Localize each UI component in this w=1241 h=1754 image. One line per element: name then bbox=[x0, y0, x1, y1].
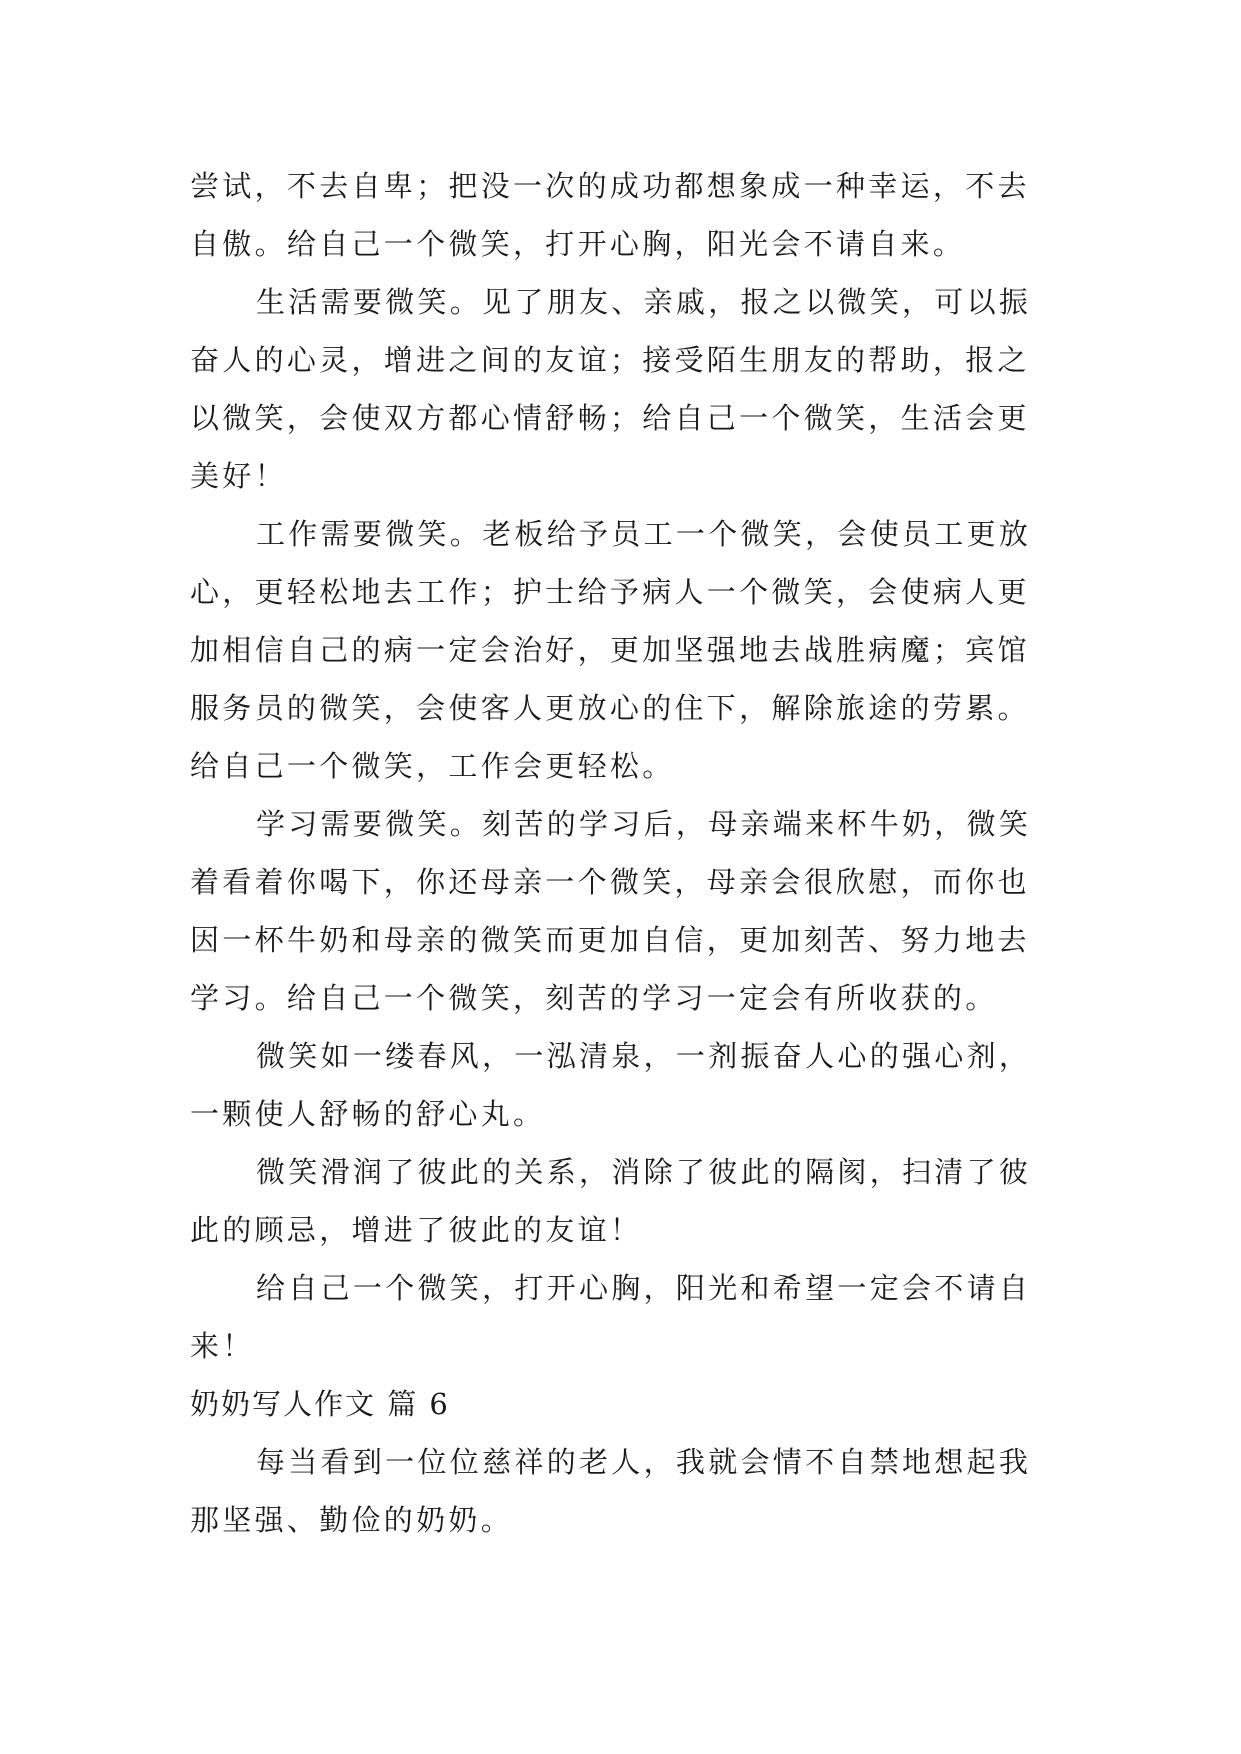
text-line: 服务员的微笑，会使客人更放心的住下，解除旅途的劳累。 bbox=[190, 691, 1030, 725]
paragraph-start-line: 微笑滑润了彼此的关系，消除了彼此的隔阂，扫清了彼 bbox=[256, 1155, 1032, 1189]
paragraph-start-line: 每当看到一位位慈祥的老人，我就会情不自禁地想起我 bbox=[256, 1445, 1032, 1479]
text-line: 因一杯牛奶和母亲的微笑而更加自信，更加刻苦、努力地去 bbox=[190, 923, 1030, 957]
text-line: 那坚强、勤俭的奶奶。 bbox=[190, 1503, 514, 1537]
text-line: 尝试，不去自卑；把没一次的成功都想象成一种幸运，不去 bbox=[190, 169, 1030, 203]
text-line: 奋人的心灵，增进之间的友谊；接受陌生朋友的帮助，报之 bbox=[190, 343, 1030, 377]
document-body bbox=[190, 157, 1065, 1549]
text-line: 学习。给自己一个微笑，刻苦的学习一定会有所收获的。 bbox=[190, 981, 998, 1015]
text-line: 加相信自己的病一定会治好，更加坚强地去战胜病魔；宾馆 bbox=[190, 633, 1030, 667]
paragraph-start-line: 生活需要微笑。见了朋友、亲戚，报之以微笑，可以振 bbox=[256, 285, 1032, 319]
text-line: 心，更轻松地去工作；护士给予病人一个微笑，会使病人更 bbox=[190, 575, 1030, 609]
paragraph-start-line: 工作需要微笑。老板给予员工一个微笑，会使员工更放 bbox=[256, 517, 1032, 551]
text-line: 一颗使人舒畅的舒心丸。 bbox=[190, 1097, 546, 1131]
text-line: 给自己一个微笑，工作会更轻松。 bbox=[190, 749, 675, 783]
text-line: 自傲。给自己一个微笑，打开心胸，阳光会不请自来。 bbox=[190, 227, 966, 261]
text-line: 美好！ bbox=[190, 459, 287, 493]
paragraph-start-line: 学习需要微笑。刻苦的学习后，母亲端来杯牛奶，微笑 bbox=[256, 807, 1032, 841]
paragraph-start-line: 给自己一个微笑，打开心胸，阳光和希望一定会不请自 bbox=[256, 1271, 1032, 1305]
text-line: 着看着你喝下，你还母亲一个微笑，母亲会很欣慰，而你也 bbox=[190, 865, 1030, 899]
paragraph-start-line: 微笑如一缕春风，一泓清泉，一剂振奋人心的强心剂， bbox=[256, 1039, 1032, 1073]
text-line: 此的顾忌，增进了彼此的友谊！ bbox=[190, 1213, 643, 1247]
section-heading: 奶奶写人作文 篇 6 bbox=[190, 1387, 450, 1421]
text-line: 以微笑，会使双方都心情舒畅；给自己一个微笑，生活会更 bbox=[190, 401, 1030, 435]
text-line: 来！ bbox=[190, 1329, 255, 1363]
